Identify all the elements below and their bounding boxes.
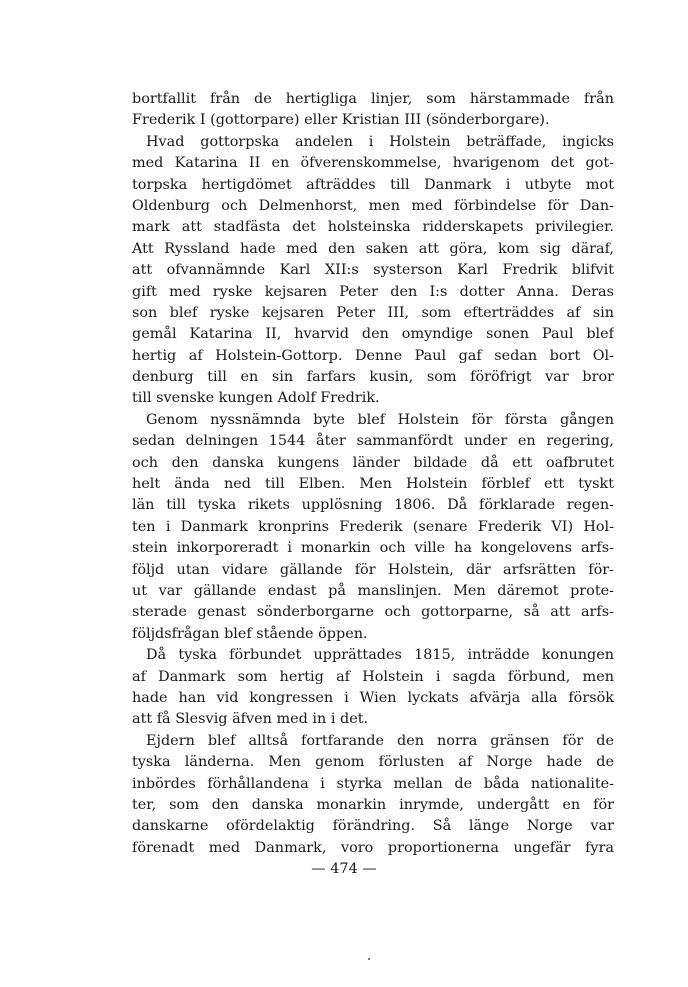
text-line: torpska hertigdömet afträddes till Danmark i utbyte mot xyxy=(132,176,614,193)
body-text xyxy=(132,89,614,859)
text-line: bortfallit från de hertigliga linjer, som härstammade från xyxy=(132,91,614,107)
text-line: att ofvannämnde Karl XII:s systerson Karl Fredrik blifvit xyxy=(132,262,614,279)
text-line: af Danmark som hertig af Holstein i sagda förbund, men xyxy=(132,668,614,685)
text-line: län till tyska rikets upplösning 1806. Då förklarade regen- xyxy=(132,497,614,514)
text-line: hertig af Holstein-Gottorp. Denne Paul gaf sedan bort Ol- xyxy=(132,347,614,364)
text-line: gift med ryske kejsaren Peter den I:s dotter Anna. Deras xyxy=(132,283,614,300)
text-line: och den danska kungens länder bildade då ett oafbrutet xyxy=(132,454,614,471)
page-number: — 474 — xyxy=(311,861,377,877)
text-line: till svenske kungen Adolf Fredrik. xyxy=(132,390,380,407)
text-line: gemål Katarina II, hvarvid den omyndige sonen Paul blef xyxy=(132,326,614,343)
text-line: Hvad gottorpska andelen i Holstein beträffade, ingicks xyxy=(146,133,614,150)
text-line: sterade genast sönderborgarne och gottorparne, så att arfs- xyxy=(132,604,614,621)
text-line: Oldenburg och Delmenhorst, men med förbindelse för Dan- xyxy=(132,197,614,214)
text-line: ut var gällande endast på manslinjen. Men däremot prote- xyxy=(132,582,614,599)
text-line: med Katarina II en öfverenskommelse, hvarigenom det got- xyxy=(132,155,614,172)
text-line: Genom nyssnämnda byte blef Holstein för första gången xyxy=(146,411,614,428)
text-line: sedan delningen 1544 åter sammanfördt under en regering, xyxy=(132,433,614,450)
text-line: denburg till en sin farfars kusin, som föröfrigt var bror xyxy=(132,369,614,386)
text-line: Att Ryssland hade med den saken att göra, kom sig däraf, xyxy=(132,240,614,257)
text-line: stein inkorporeradt i monarkin och ville ha kongelovens arfs- xyxy=(132,540,614,557)
text-line: son blef ryske kejsaren Peter III, som efterträddes af sin xyxy=(132,304,614,321)
text-line: mark att stadfästa det holsteinska ridderskapets privilegier. xyxy=(132,219,614,236)
paper-speck xyxy=(368,958,370,960)
text-line: hade han vid kongressen i Wien lyckats afvärja alla försök xyxy=(132,689,614,706)
text-line: följdsfrågan blef stående öppen. xyxy=(132,625,368,642)
text-line: Ejdern blef alltså fortfarande den norra gränsen för de xyxy=(146,732,614,749)
text-line: ten i Danmark kronprins Frederik (senare Frederik VI) Hol- xyxy=(132,518,614,535)
text-line: förenadt med Danmark, voro proportionerna ungefär fyra xyxy=(132,839,614,856)
text-line: ter, som den danska monarkin inrymde, undergått en för xyxy=(132,796,614,813)
text-line: att få Slesvig äfven med in i det. xyxy=(132,711,369,728)
text-line: danskarne ofördelaktig förändring. Så länge Norge var xyxy=(132,818,614,835)
text-line: inbördes förhållandena i styrka mellan de båda nationalite- xyxy=(132,775,614,792)
text-line: följd utan vidare gällande för Holstein, där arfsrätten för- xyxy=(132,561,614,578)
text-line: tyska länderna. Men genom förlusten af Norge hade de xyxy=(132,754,614,771)
text-line: helt ända ned till Elben. Men Holstein förblef ett tyskt xyxy=(132,476,614,493)
text-line: Frederik I (gottorpare) eller Kristian III (sönderborgare). xyxy=(132,112,550,129)
text-line: Då tyska förbundet upprättades 1815, inträdde konungen xyxy=(146,647,614,664)
